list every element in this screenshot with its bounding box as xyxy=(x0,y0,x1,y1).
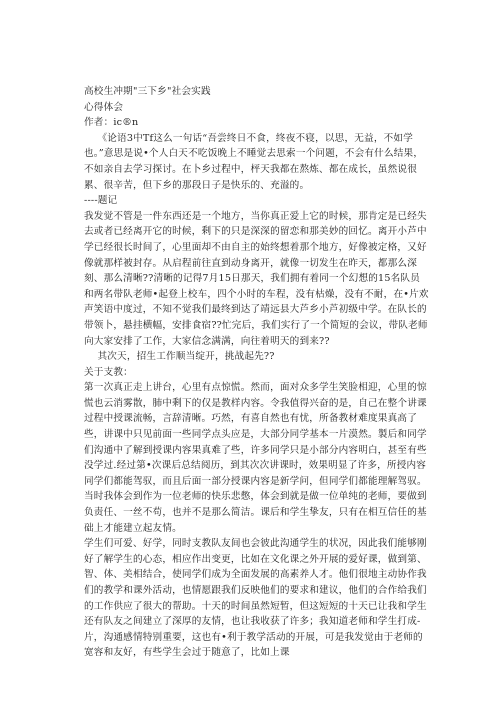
paragraph-second-day: 其次天，招生工作顺当绽开，挑战起先?? xyxy=(97,351,275,363)
document-body xyxy=(84,84,429,661)
paragraph-epigraph-attribution: ----题记 xyxy=(84,195,118,207)
document-title: 高校生冲期"三下乡"社会实践 xyxy=(84,86,211,97)
paragraph-epigraph: 《论语3中Tf这么一句话“吾尝终日不食，终夜不寝，以思，无益，不如学也。”意思是说•个人白天不吃饭晚上不睡觉去思索一个问题，不会有什么结果，不如亲自去学习探讨。在卜乡过程中，枰天我都在熬炼、都在成长，虽然说很累、很辛苦，但下乡的那段日子是快乐的、充溢的。 xyxy=(84,132,424,191)
paragraph-intro: 我发觉不管是一件东西还是一个地方，当你真正爱上它的时候，那肯定是已经失去或者已经离开它的时候，剩下的只是深深的留恋和那美妙的回忆。离开小芦中学已经很长时间了，心里面却不由自主的始终想着那个地方，好像被定格，又好像就那样被封存。从启程前往直到动身离开，就像一切发生在昨天，都那么深刻、那么清晰??清晰的记得7月15日那天，我们拥有着同一个幻想的15名队员和两名带队老师•起登上校车，四个小时的车程，没有枯燥，没有不耐，在•片欢声笑语中度过，不知不觉我们最终到达了靖远县大芦乡小芦初级中学。在队长的带领卜，悬挂横幅，安排食宿??忙完后，我们实行了一个简短的会议，带队老师向大家安排了工作，大家信念满满，向往着明天的到来?? xyxy=(84,210,429,347)
paragraph-teaching-2: 学生们可爱、好学，同时支教队友间也会彼此沟通学生的状况，因此我们能够刚好了解学生的心态，相应作出变更，比如在文化课之外开展的爱好课，做到第、智、体、美相结合，使同学们成为全面发展的高素养人才。他们很地主动协作我们的教学和课外活动，也情愿跟我们反映他们的要求和建议，他们的合作给我们的工作供应了很大的帮助。十天的时间虽然短暂，但这短短的十天已让我和学生还有队友之间建立了深厚的友情，也让我收获了许多；我知道老师和学生打成-片，沟通感情特别重要，这也有•利于教学活动的开展，可是我发觉由于老师的宽容和友好，有些学生会过于随意了，比如上课 xyxy=(84,538,427,659)
paragraph-teaching-1: 第一次真正走上讲台，心里有点惊慌。然而，面对众多学生笑脸相迎，心里的惊慌也云消雾散，肺中剩下的仅是教样内容。令我值得兴奋的是，自己在整个讲课过程中授课流畅，言辞清晰。巧然，有喜自然也有忧，所备教材难度果真高了些，讲课中只见前面一些同学点头应是，大部分同学基本一片漠然。製后和同学们沟通中了解到授课内容果真难了些，许多同学只是小部分内容明白，甚至有些没学过.经过第•次课后总结阅历，到其次次讲课时，效果明显了许多，所授内容同学们都能驾驭，而且后面一部分授课内容是新学问，但同学们都能理解驾驭。当时我体会到作为一位老师的快乐悲憋，体会到就是做一位单纯的老师，要做到负责任、一丝不苟，也并不是那么简洁。课后和学生挚友，只有在相互信任的基础上才能建立起友情。 xyxy=(84,382,427,534)
section-heading-teaching: 关于支教： xyxy=(84,366,133,378)
document-subtitle: 心得体会 xyxy=(84,101,124,113)
document-author: 作者：ic®n xyxy=(84,117,139,129)
